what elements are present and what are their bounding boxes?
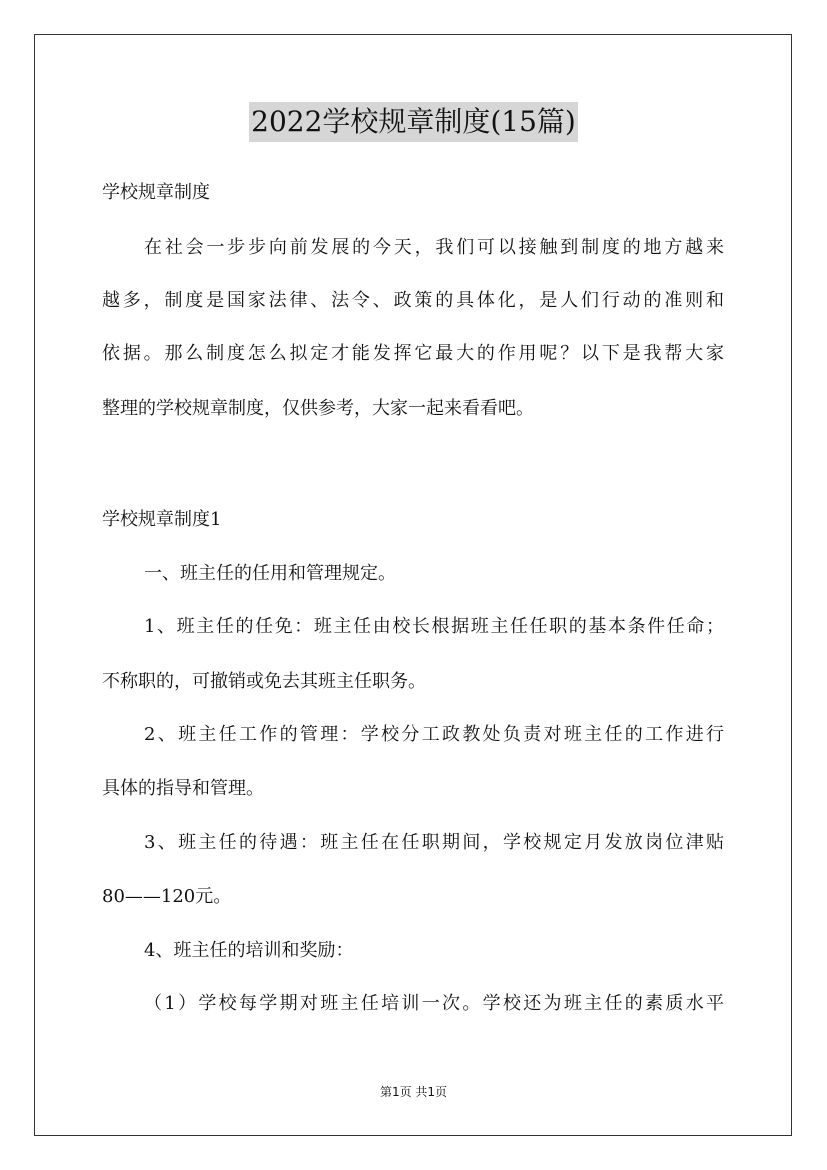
body-line-8: 4、班主任的培训和奖励： [144,940,354,961]
body-line-2: 1、班主任的任免：班主任由校长根据班主任任职的基本条件任命； [144,616,724,637]
body-line-5: 具体的指导和管理。 [102,778,264,799]
intro-line-1: 在社会一步步向前发展的今天，我们可以接触到制度的地方越来 [144,237,724,258]
intro-line-2: 越多，制度是国家法律、法令、政策的具体化，是人们行动的准则和 [102,290,724,311]
intro-line-4: 整理的学校规章制度，仅供参考，大家一起来看看吧。 [102,398,534,419]
section-heading: 学校规章制度 [102,182,210,203]
intro-line-3: 依据。那么制度怎么拟定才能发挥它最大的作用呢？以下是我帮大家 [102,343,724,364]
body-line-3: 不称职的，可撤销或免去其班主任职务。 [102,671,426,692]
body-line-4: 2、班主任工作的管理：学校分工政教处负责对班主任的工作进行 [144,724,724,745]
body-line-9: （1）学校每学期对班主任培训一次。学校还为班主任的素质水平 [144,993,724,1014]
subheading: 学校规章制度1 [102,509,222,530]
page-footer: 第1页 共1页 [379,1085,448,1099]
body-line-1: 一、班主任的任用和管理规定。 [144,563,396,584]
body-line-6: 3、班主任的待遇：班主任在任职期间，学校规定月发放岗位津贴 [144,832,724,853]
body-line-7: 80——120元。 [102,886,232,907]
document-title: 2022学校规章制度(15篇) [0,101,827,142]
